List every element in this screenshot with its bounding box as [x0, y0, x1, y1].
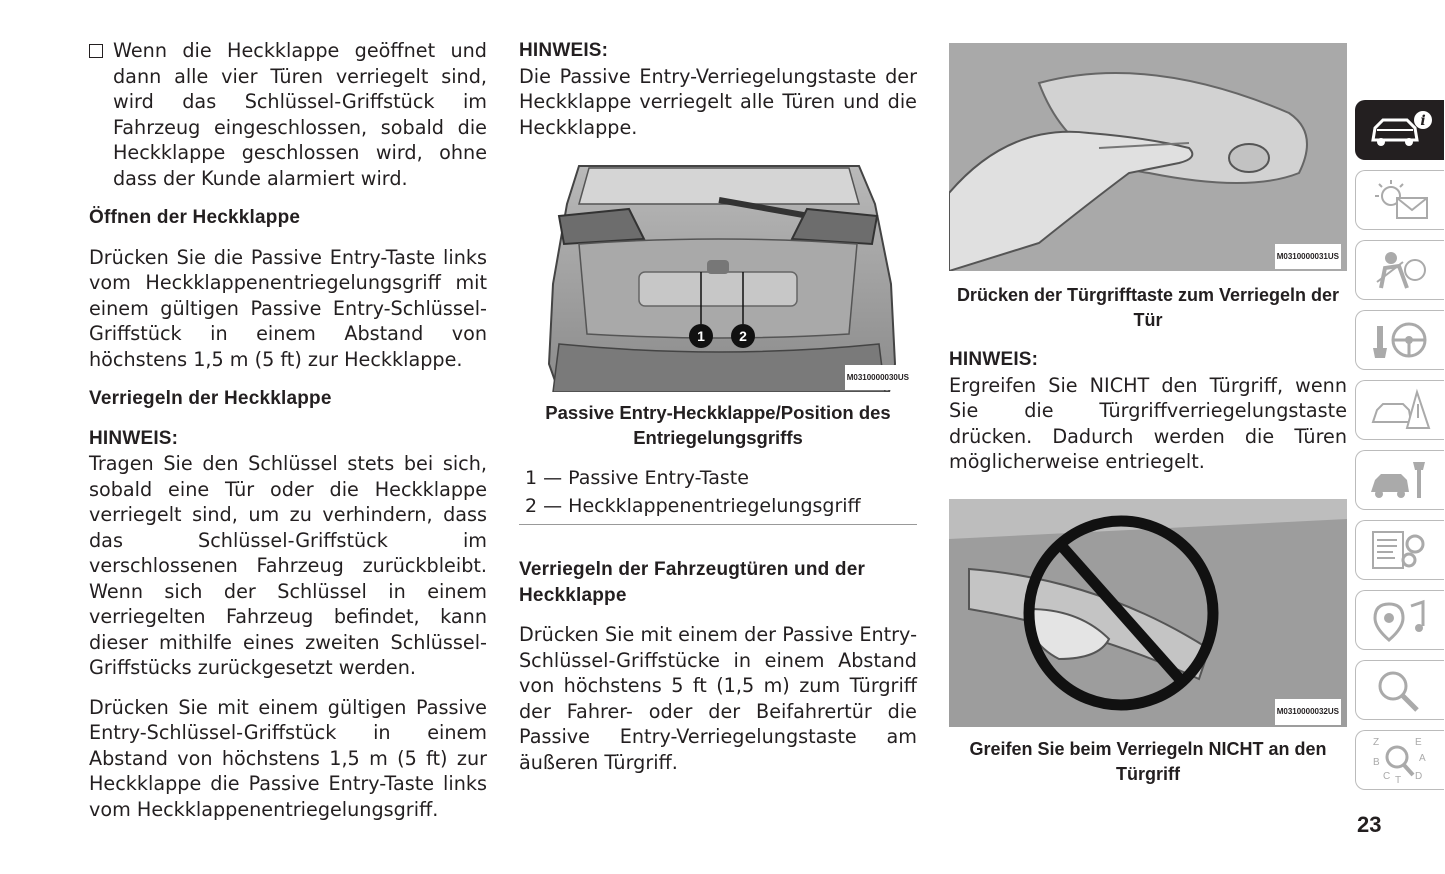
note-label: HINWEIS: [949, 349, 1039, 370]
note-text: Tragen Sie den Schlüssel stets bei sich, sobald eine Tür oder die Heckklappe verriegelt sind, um zu verhindern, dass das Schlüssel-Griffstück im verschlossenen Fahrzeug zurückbleibt. Wenn sich der Schlüssel in einem verriegelten Fahrzeug befindet, kann dieser mithilfe eines zweiten Schlüssel-Griffstücks zurückgesetzt werden. [89, 452, 487, 679]
tailgate-figure [519, 164, 917, 392]
index-letter-a: A [1419, 753, 1426, 764]
chapter-tabs [1355, 100, 1445, 800]
tab-warning-lights[interactable] [1355, 170, 1444, 230]
customer-assistance-icon [1367, 668, 1433, 712]
figure2-caption: Greifen Sie beim Verriegeln NICHT an den Türgriff [969, 738, 1327, 784]
multimedia-icon [1367, 598, 1433, 642]
column-3 [949, 38, 1347, 787]
index-icon [1367, 735, 1433, 785]
heading-lock-doors: Verriegeln der Fahrzeugtüren und der Heckklappe [519, 559, 866, 606]
starting-driving-icon [1367, 318, 1433, 362]
callout-2-label: 2 [739, 328, 747, 344]
tab-service[interactable] [1355, 450, 1444, 510]
legend-item-2: 2 — Heckklappenentriegelungsgriff [525, 495, 861, 517]
index-letter-z: Z [1373, 737, 1380, 748]
tab-technical-specs[interactable] [1355, 520, 1444, 580]
page-number: 23 [1357, 812, 1382, 837]
index-letter-d: D [1415, 771, 1423, 782]
no-grab-illustration [949, 499, 1347, 727]
tailgate-illustration [519, 164, 917, 392]
tab-index[interactable] [1355, 730, 1444, 790]
svg-text:i: i [1420, 113, 1426, 129]
column-2 [519, 38, 917, 775]
callout-1-label: 1 [697, 328, 705, 344]
bullet-box-icon [89, 44, 103, 58]
tab-emergency[interactable] [1355, 380, 1444, 440]
safety-airbag-icon [1367, 248, 1433, 292]
tab-safety[interactable] [1355, 240, 1444, 300]
para-lock-tailgate: Drücken Sie mit einem gültigen Passive Entry-Schlüssel-Griffstück in einem Abstand von höchstens 1,5 m (5 ft) zur Heckklappe die Passive Entry-Taste links vom Heckklappenentriegelungsgriff. [89, 695, 487, 821]
figure-caption: Passive Entry-Heckklappe/Position des Entriegelungsgriffs [545, 402, 891, 448]
no-grab-figure [949, 499, 1347, 727]
heading-open-tailgate: Öffnen der Heckklappe [89, 207, 301, 228]
tab-car-info[interactable] [1355, 100, 1444, 160]
emergency-icon [1367, 388, 1433, 432]
figure2-code: M0310000032US [1275, 699, 1341, 725]
door-handle-illustration [949, 43, 1347, 271]
note-text: Die Passive Entry-Verriegelungstaste der Heckklappe verriegelt alle Türen und die Heckklappe. [519, 64, 917, 139]
figure-code: M0310000030US [845, 365, 911, 391]
note-label: HINWEIS: [519, 40, 609, 61]
index-letter-e: E [1415, 737, 1422, 748]
tab-multimedia[interactable] [1355, 590, 1444, 650]
service-maintenance-icon [1367, 458, 1433, 502]
bullet-text: Wenn die Heckklappe geöffnet und dann alle vier Türen verriegelt sind, wird das Schlüssel-Griffstück im Fahrzeug eingeschlossen, sobald die Heckklappe geschlossen wird, ohne dass der Kunde alarmiert wird. [113, 39, 487, 190]
para-open-tailgate: Drücken Sie die Passive Entry-Taste links vom Heckklappenentriegelungsgriff mit einem gültigen Passive Entry-Schlüssel-Griffstück in einem Abstand von höchstens 1,5 m (5 ft) zur Heckklappe. [89, 245, 487, 371]
index-letter-c: C [1383, 771, 1391, 782]
index-letter-t: T [1395, 775, 1402, 785]
index-letter-b: B [1373, 757, 1380, 768]
note-label: HINWEIS: [89, 427, 179, 449]
tab-customer-assistance[interactable] [1355, 660, 1444, 720]
para-lock-doors: Drücken Sie mit einem der Passive Entry-Schlüssel-Griffstücke in einem Abstand von höchstens 5 ft (1,5 m) zum Türgriff der Fahrer- oder der Beifahrertür die Passive Entry-Verriegelungstaste am äußeren Türgriff. [519, 623, 917, 774]
bullet-item [89, 38, 487, 191]
note-text: Ergreifen Sie NICHT den Türgriff, wenn Sie die Türgriffverriegelungstaste drücken. Dadurch werden die Türen möglicherweise entriegelt. [949, 373, 1347, 473]
legend-item-1: 1 — Passive Entry-Taste [525, 467, 749, 489]
technical-specs-icon [1367, 528, 1433, 572]
heading-lock-tailgate: Verriegeln der Heckklappe [89, 388, 332, 409]
figure-legend [519, 464, 917, 525]
car-info-icon [1367, 110, 1433, 150]
tab-starting-driving[interactable] [1355, 310, 1444, 370]
door-handle-figure [949, 43, 1347, 271]
warning-lights-message-icon [1367, 178, 1433, 222]
figure1-caption: Drücken der Türgrifftaste zum Verriegeln der Tür [956, 285, 1340, 330]
column-1 [89, 38, 487, 822]
figure1-code: M0310000031US [1275, 244, 1341, 270]
